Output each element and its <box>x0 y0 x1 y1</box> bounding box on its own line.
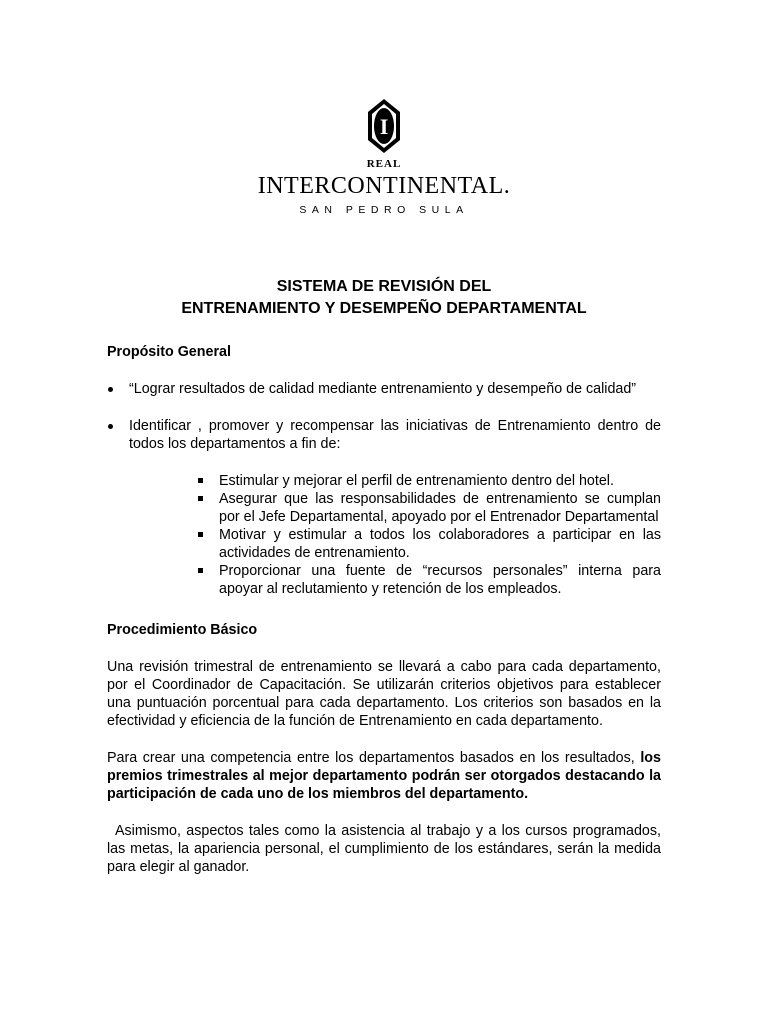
heading-procedimiento: Procedimiento Básico <box>107 622 258 638</box>
square-bullet-icon <box>198 496 203 501</box>
paragraph-revision: Una revisión trimestral de entrenamiento se llevará a cabo para cada departamento, por el Coordinador de Capacitación. Se utilizarán criterios objetivos para establecer una puntuación porcentual para cada departamento. Los criterios son basados en la efectividad y eficiencia de la función de Entrenamiento en cada departamento. <box>107 659 661 729</box>
sub-bullet-list <box>107 472 661 598</box>
bullet-text: “Lograr resultados de calidad mediante entrenamiento y desempeño de calidad” <box>129 381 637 397</box>
document-title <box>0 276 768 320</box>
sub-bullet-item <box>198 472 661 490</box>
document-body <box>107 343 661 876</box>
bullet-dot-icon <box>108 424 113 429</box>
sub-bullet-text: Motivar y estimular a todos los colaboradores a participar en las actividades de entrenamiento. <box>219 527 661 561</box>
sub-bullet-item <box>198 562 661 598</box>
hotel-logo <box>0 98 768 216</box>
logo-real: REAL <box>366 158 402 170</box>
paragraph-competencia-normal: Para crear una competencia entre los departamentos basados en los resultados, <box>107 750 635 766</box>
intercontinental-emblem-icon <box>364 98 404 154</box>
title-line-2: ENTRENAMIENTO Y DESEMPEÑO DEPARTAMENTAL <box>181 300 587 317</box>
sub-bullet-text: Asegurar que las responsabilidades de entrenamiento se cumplan por el Jefe Departamental, apoyado por el Entrenador Departamental <box>219 491 661 525</box>
paragraph-competencia <box>107 749 661 803</box>
title-line-1: SISTEMA DE REVISIÓN DEL <box>276 278 492 295</box>
sub-bullet-item <box>198 526 661 562</box>
sub-bullet-text: Estimular y mejorar el perfil de entrenamiento dentro del hotel. <box>219 473 614 489</box>
paragraph-competencia-bold: los premios trimestrales al mejor departamento podrán ser otorgados destacando la participación de cada uno de los miembros del departamento. <box>107 750 661 802</box>
bullet-item <box>107 380 661 398</box>
paragraph-asimismo: Asimismo, aspectos tales como la asistencia al trabajo y a los cursos programados, las metas, la apariencia personal, el cumplimiento de los estándares, serán la medida para elegir al ganador. <box>107 823 661 875</box>
sub-bullet-text: Proporcionar una fuente de “recursos personales” interna para apoyar al reclutamiento y retención de los empleados. <box>219 563 661 597</box>
square-bullet-icon <box>198 478 203 483</box>
bullet-text: Identificar , promover y recompensar las iniciativas de Entrenamiento dentro de todos los departamentos a fin de: <box>129 418 661 452</box>
bullet-item <box>107 417 661 453</box>
logo-city: SAN PEDRO SULA <box>299 204 469 216</box>
logo-name: INTERCONTINENTAL. <box>257 173 511 199</box>
sub-bullet-item <box>198 490 661 526</box>
emblem-letter: I <box>379 114 389 139</box>
heading-proposito: Propósito General <box>107 344 231 360</box>
bullet-dot-icon <box>108 387 113 392</box>
square-bullet-icon <box>198 568 203 573</box>
square-bullet-icon <box>198 532 203 537</box>
main-bullet-list <box>107 380 661 453</box>
